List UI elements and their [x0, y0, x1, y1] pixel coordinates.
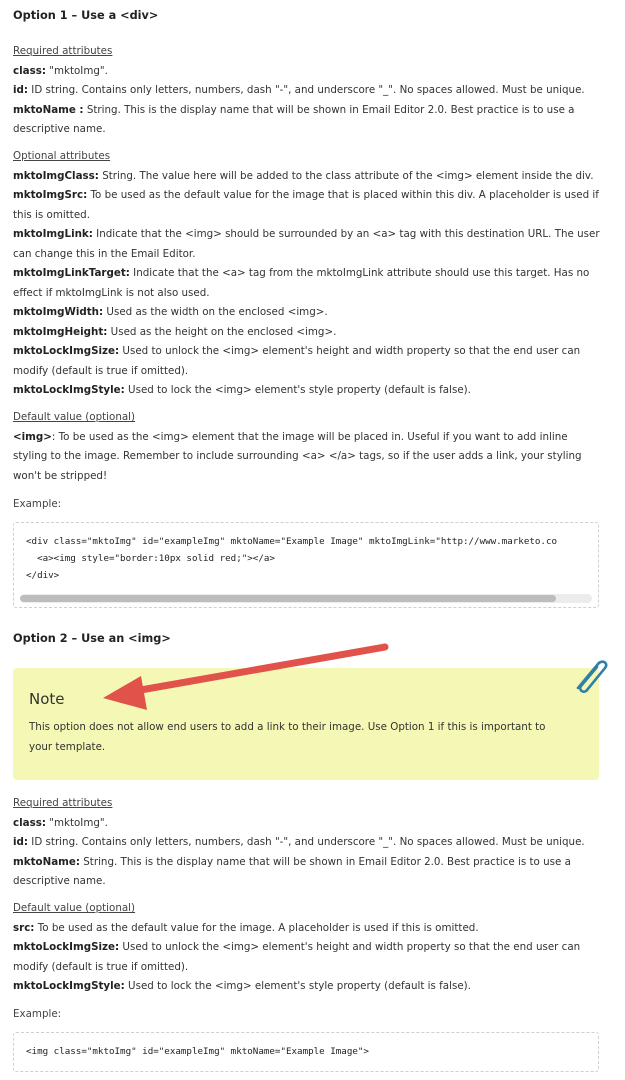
- attr-row: mktoImgWidth: Used as the width on the enclosed <img>.: [13, 306, 328, 318]
- attr-row: mktoLockImgStyle: Used to lock the <img> element's style property (default is false).: [13, 384, 471, 396]
- scrollbar-thumb[interactable]: [20, 595, 556, 602]
- option2-default-section: [13, 899, 603, 997]
- attr-row: <img>: To be used as the <img> element that the image will be placed in. Useful if you want to add inline styling to the image. Remember to include surrounding <a> </a> tags, so if the user adds a link, your styling won't be stripped!: [13, 430, 582, 482]
- attr-row: mktoImgHeight: Used as the height on the enclosed <img>.: [13, 325, 337, 338]
- attr-row: src: To be used as the default value for the image. A placeholder is used if this is omitted.: [13, 921, 479, 934]
- code-text: [26, 1043, 369, 1060]
- code-block[interactable]: [13, 522, 599, 608]
- code-line: </div>: [26, 570, 60, 581]
- example-label: Example:: [13, 498, 62, 510]
- code-text: [26, 533, 557, 584]
- attr-row: mktoImgClass: String. The value here will be added to the class attribute of the <img> element inside the div.: [13, 169, 594, 182]
- option2-heading: Option 2 – Use an <img>: [13, 632, 171, 645]
- attr-row: id: ID string. Contains only letters, numbers, dash "-", and underscore "_". No spaces allowed. Must be unique.: [13, 836, 585, 848]
- option1-heading: Option 1 – Use a <div>: [13, 9, 159, 22]
- paperclip-icon: [568, 654, 612, 698]
- attr-row: mktoLockImgStyle: Used to lock the <img> element's style property (default is false).: [13, 980, 471, 992]
- option2-required-section: [13, 794, 603, 892]
- example-label: Example:: [13, 1008, 62, 1020]
- code-line: <img class="mktoImg" id="exampleImg" mktoName="Example Image">: [26, 1046, 369, 1057]
- attr-row: mktoImgSrc: To be used as the default value for the image that is placed within this div. A placeholder is used if this is omitted.: [13, 189, 599, 221]
- option1-optional-section: [13, 147, 603, 401]
- attr-row: mktoLockImgSize: Used to unlock the <img> element's height and width property so that the end user can modify (default is true if omitted).: [13, 941, 581, 973]
- default-value-heading: Default value (optional): [13, 902, 136, 914]
- note-title: Note: [29, 690, 65, 708]
- required-attributes-heading: Required attributes: [13, 797, 113, 809]
- code-line: <div class="mktoImg" id="exampleImg" mktoName="Example Image" mktoImgLink="http://www.marketo.co: [26, 536, 558, 547]
- attr-row: class: "mktoImg".: [13, 64, 108, 77]
- attr-row: class: "mktoImg".: [13, 816, 108, 829]
- attr-row: mktoImgLinkTarget: Indicate that the <a> tag from the mktoImgLink attribute should use this target. Has no effect if mktoImgLink is not also used.: [13, 267, 590, 299]
- code-line: <a><img style="border:10px solid red;"></a>: [26, 553, 275, 564]
- attr-row: id: ID string. Contains only letters, numbers, dash "-", and underscore "_". No spaces allowed. Must be unique.: [13, 84, 585, 96]
- option1-default-section: [13, 408, 603, 486]
- attr-row: mktoLockImgSize: Used to unlock the <img> element's height and width property so that the end user can modify (default is true if omitted).: [13, 345, 581, 377]
- horizontal-scrollbar[interactable]: [20, 594, 592, 603]
- red-arrow-annotation: [95, 638, 395, 728]
- optional-attributes-heading: Optional attributes: [13, 150, 111, 162]
- attr-row: mktoImgLink: Indicate that the <img> should be surrounded by an <a> tag with this destination URL. The user can change this in the Email Editor.: [13, 228, 600, 260]
- required-attributes-heading: Required attributes: [13, 45, 113, 57]
- code-block[interactable]: [13, 1032, 599, 1072]
- option1-required-section: [13, 42, 603, 140]
- attr-row: mktoName : String. This is the display name that will be shown in Email Editor 2.0. Best practice is to use a descriptive name.: [13, 103, 575, 135]
- default-value-heading: Default value (optional): [13, 411, 136, 423]
- note-text: This option does not allow end users to add a link to their image. Use Option 1 if this is important to your template.: [29, 721, 546, 753]
- attr-row: mktoName: String. This is the display name that will be shown in Email Editor 2.0. Best practice is to use a descriptive name.: [13, 855, 571, 887]
